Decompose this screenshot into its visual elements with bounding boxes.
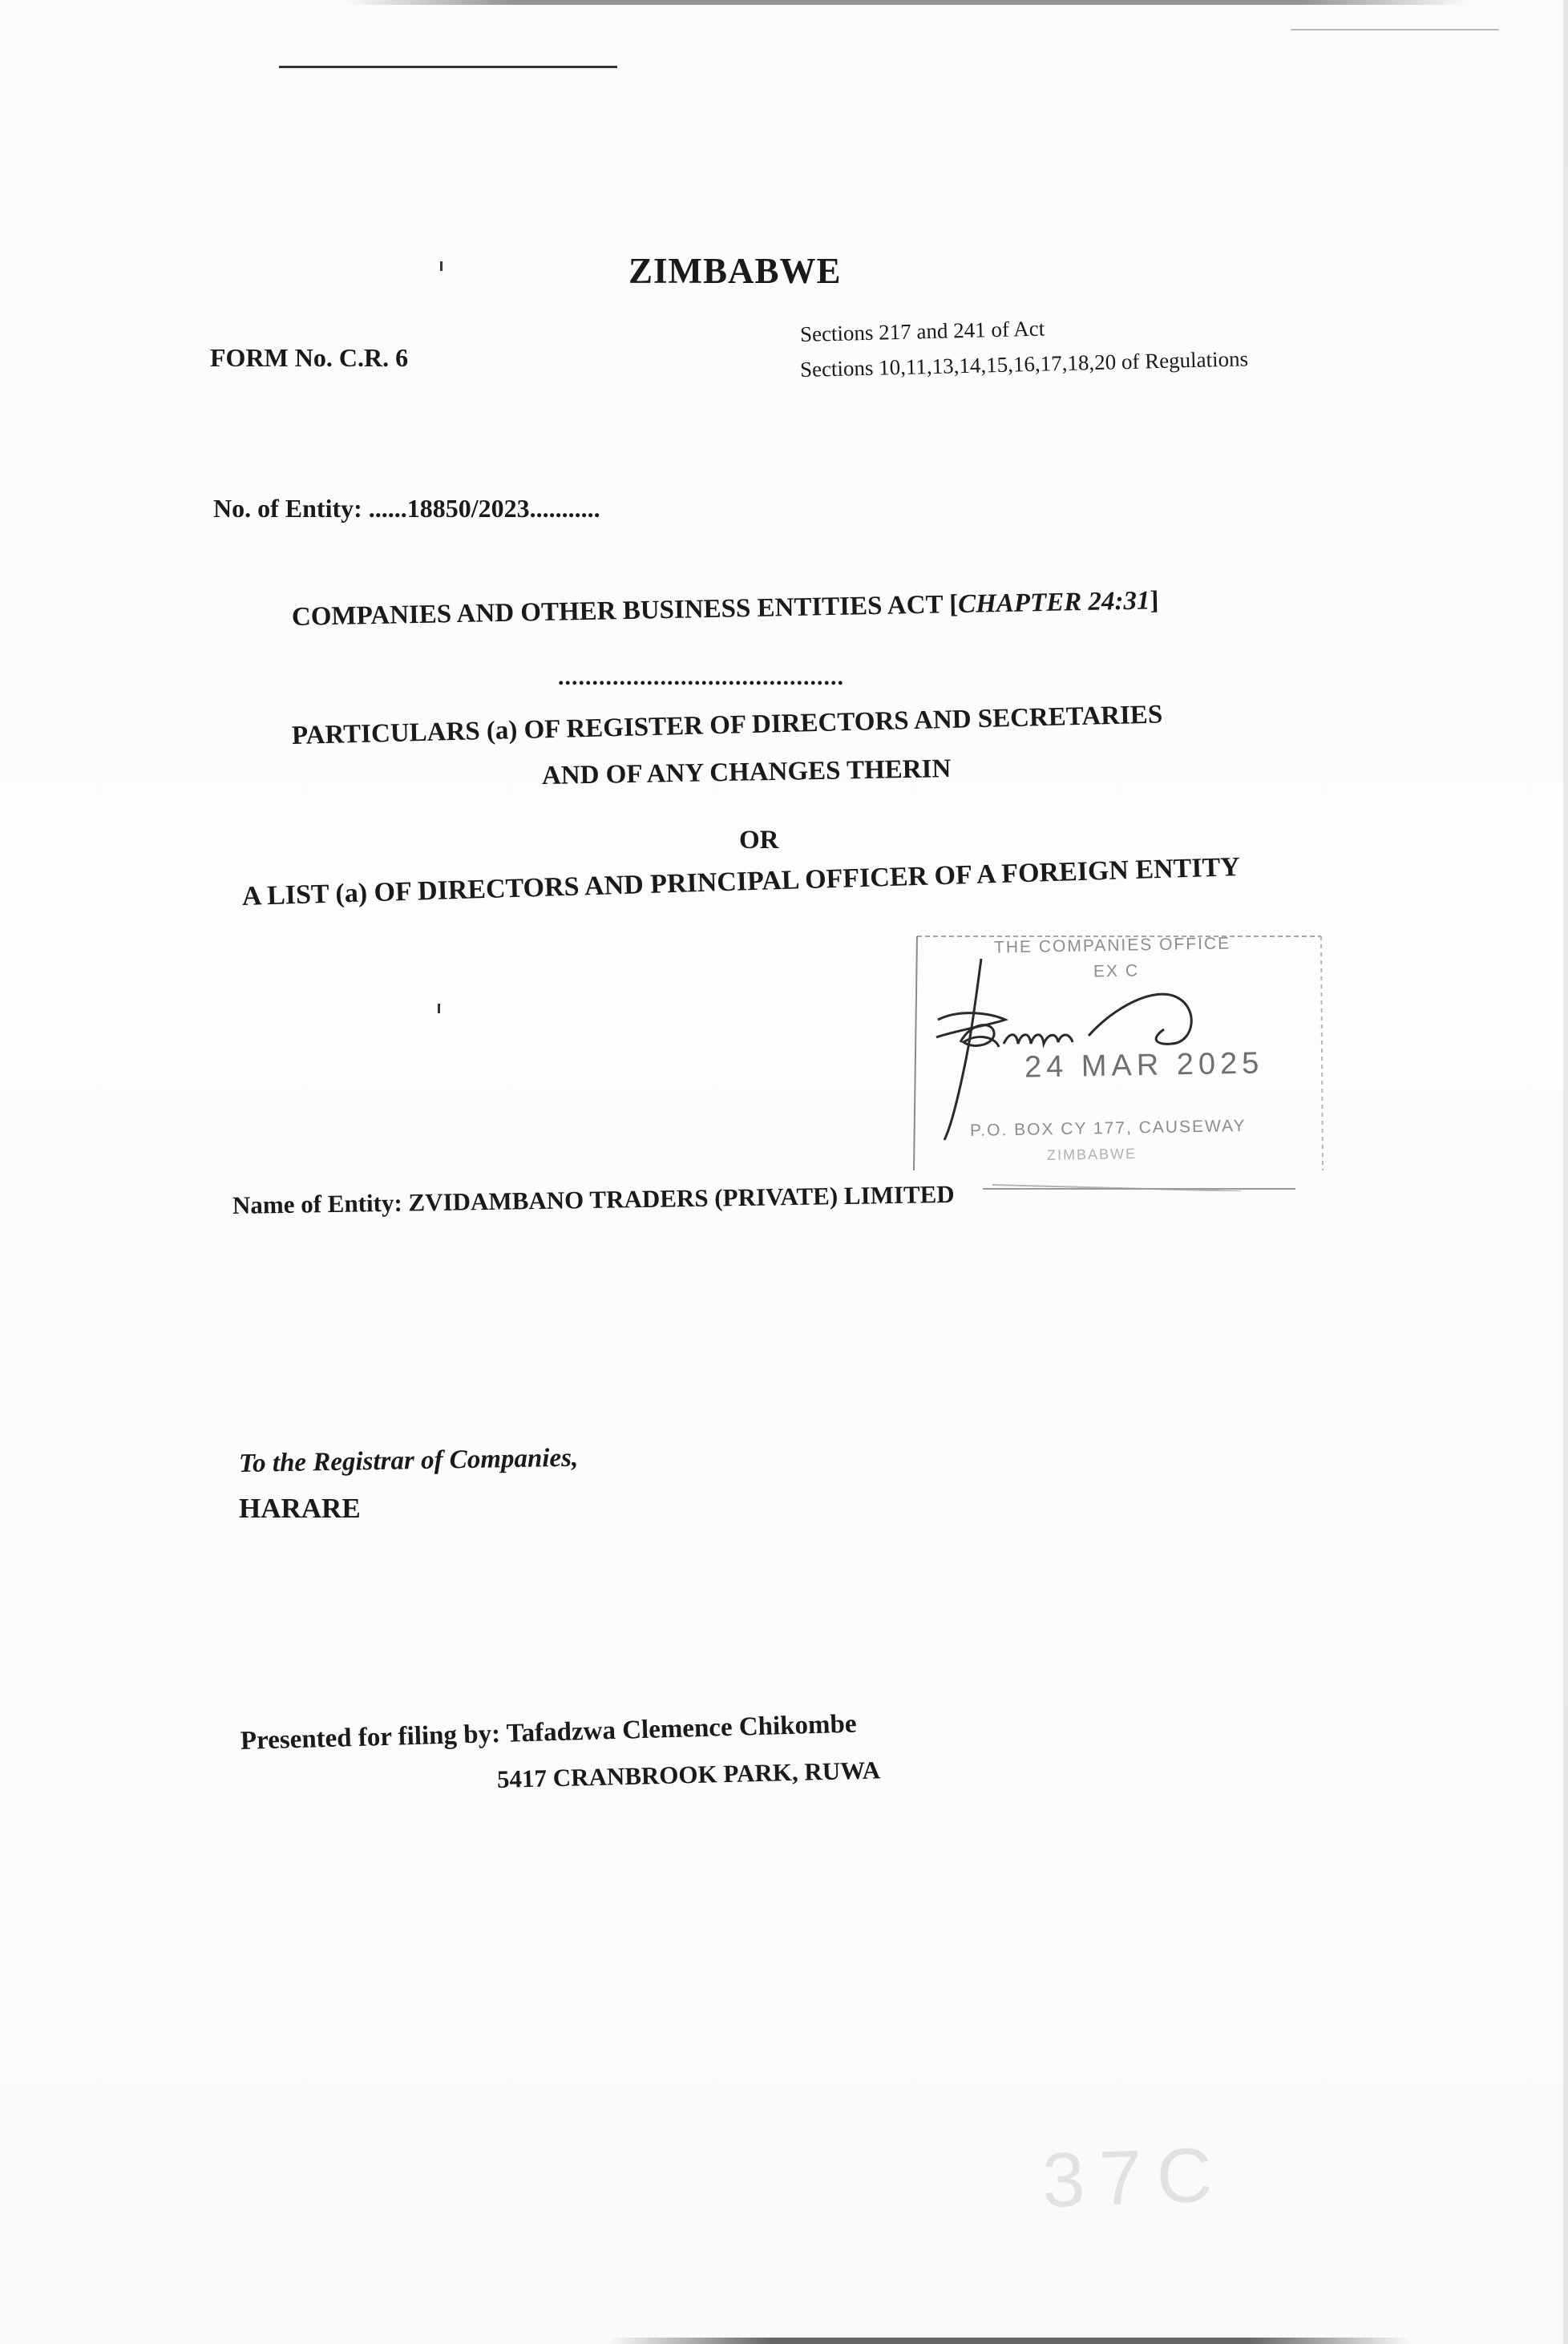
sections-regulations: Sections 10,11,13,14,15,16,17,18,20 of Regulations [799, 346, 1249, 382]
presenter-address: 5417 CRANBROOK PARK, RUWA [496, 1756, 881, 1793]
act-title [292, 586, 1159, 632]
entity-name: Name of Entity: ZVIDAMBANO TRADERS (PRIVATE) LIMITED [232, 1179, 955, 1219]
entity-name-underline [983, 1188, 1295, 1190]
country-heading: ZIMBABWE [628, 251, 842, 291]
top-right-faint-rule [1291, 29, 1499, 30]
act-title-main: COMPANIES AND OTHER BUSINESS ENTITIES ACT [ [291, 590, 959, 632]
sections-act: Sections 217 and 241 of Act [799, 316, 1045, 346]
presented-by: Presented for filing by: Tafadzwa Clemence Chikombe [240, 1709, 857, 1756]
particulars-heading-line2: AND OF ANY CHANGES THERIN [541, 754, 952, 790]
page-right-edge [1563, 0, 1568, 2344]
faint-pencil-mark: 37C [1041, 2132, 1228, 2224]
stamp-office-sub: EX C [1093, 961, 1140, 981]
form-number: FORM No. C.R. 6 [210, 343, 409, 372]
addressee-line: To the Registrar of Companies, [238, 1443, 579, 1478]
foreign-entity-heading: A LIST (a) OF DIRECTORS AND PRINCIPAL OFFICER OF A FOREIGN ENTITY [241, 852, 1241, 911]
margin-tick-top [440, 261, 443, 271]
page-bottom-edge [609, 2338, 1411, 2344]
stamp-office-name: THE COMPANIES OFFICE [993, 934, 1231, 957]
page-top-edge [345, 0, 1467, 5]
act-title-close: ] [1150, 586, 1159, 616]
stamp-date: 24 MAR 2025 [1024, 1046, 1264, 1085]
act-title-chapter: CHAPTER 24:31 [957, 586, 1150, 620]
or-divider: OR [739, 826, 779, 855]
registry-stamp [904, 930, 1324, 1191]
separator-dots: .......................................... [558, 664, 844, 690]
top-rule [279, 66, 617, 68]
stamp-country: ZIMBABWE [1046, 1146, 1138, 1163]
stamp-po-box: P.O. BOX CY 177, CAUSEWAY [969, 1116, 1247, 1141]
particulars-heading-line1: PARTICULARS (a) OF REGISTER OF DIRECTORS AND SECRETARIES [291, 700, 1163, 750]
addressee-city: HARARE [239, 1493, 361, 1524]
entity-number: No. of Entity: ......18850/2023........... [213, 494, 600, 523]
margin-tick-mid [438, 1004, 440, 1013]
